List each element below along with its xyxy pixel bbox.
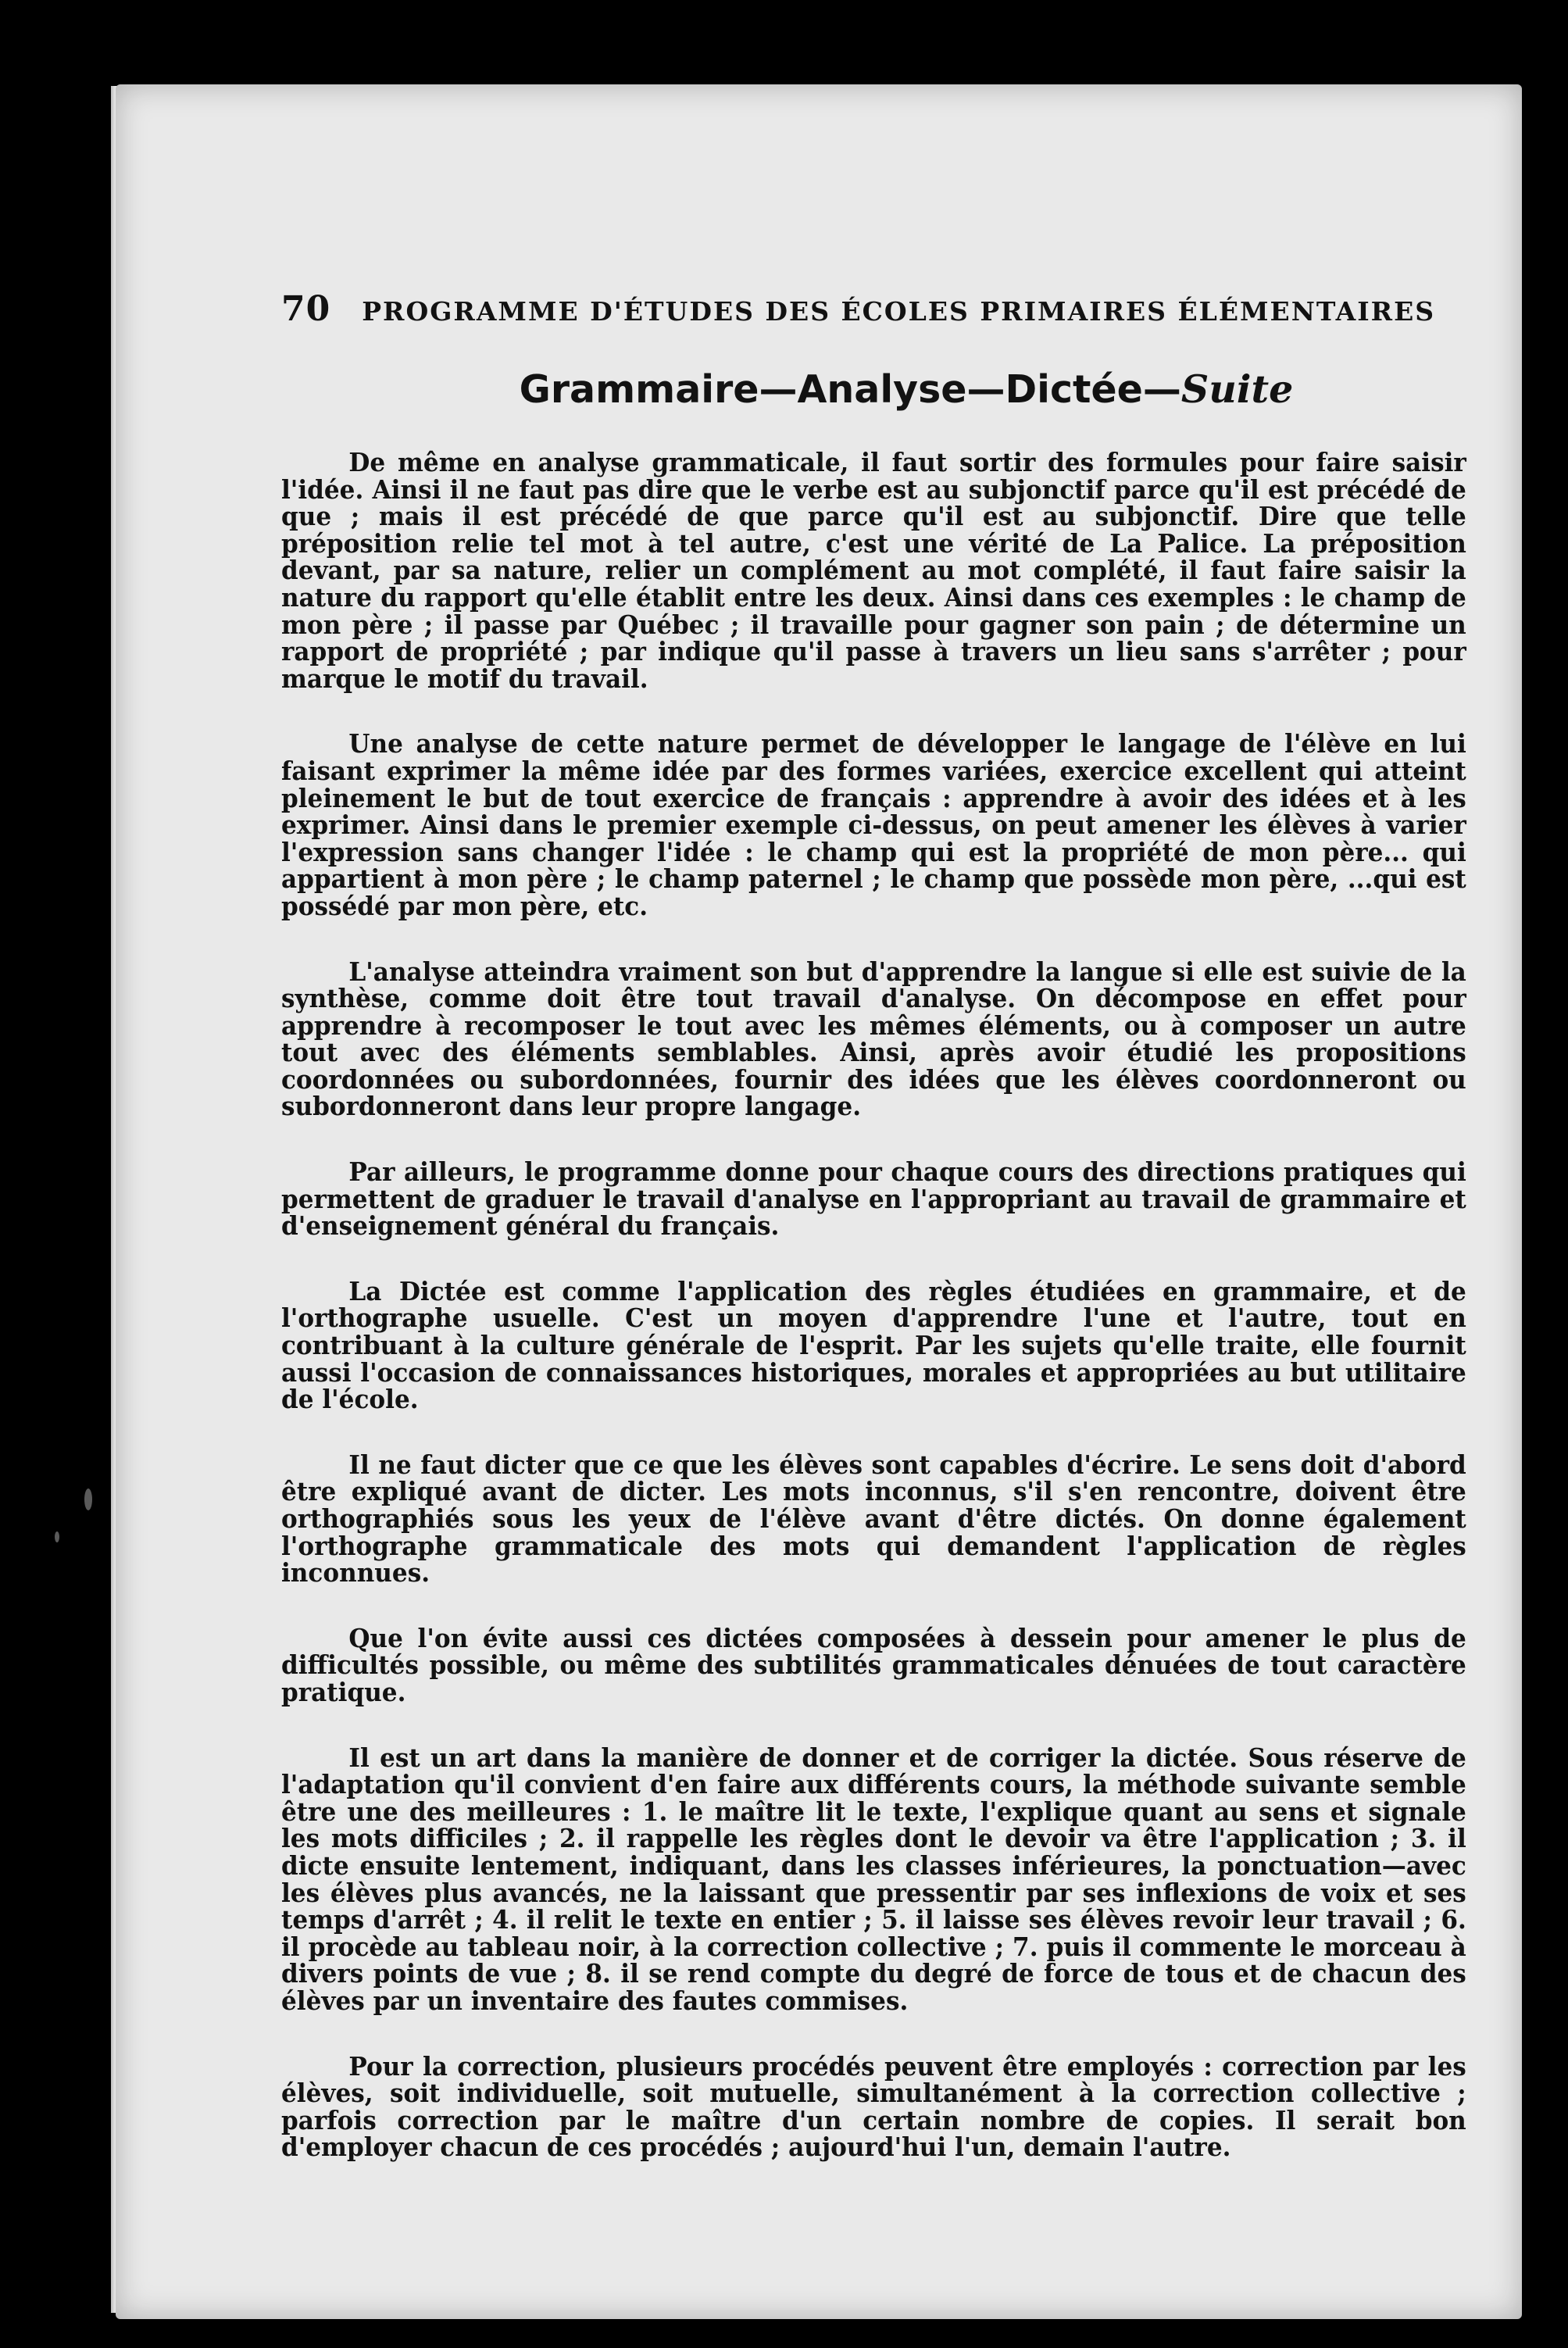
- paragraph-synthese: L'analyse atteindra vraiment son but d'apprendre la langue si elle est suivie de la synthèse, comme doit être tout travail d'analyse. On décompose en effet pour apprendre à recomposer le tout avec les mêmes éléments, ou à composer un autre tout avec des éléments semblables. Ainsi, après avoir étudié les propositions coordonnées ou subordonnées, fournir des idées que les élèves coordonneront ou subordonneront dans leur propre langage.: [281, 956, 1466, 1122]
- paragraph-dictees-composees: Que l'on évite aussi ces dictées composées à dessein pour amener le plus de difficultés possible, ou même des subtilités grammaticales dénuées de tout caractère pratique.: [281, 1623, 1466, 1707]
- paragraph-correction: Pour la correction, plusieurs procédés peuvent être employés : correction par les élèves, soit individuelle, soit mutuelle, simultanément à la correction collective ; parfois correction par le maître d'un certain nombre de copies. Il serait bon d'employer chacun de ces procédés ; aujourd'hui l'un, demain l'autre.: [281, 2051, 1466, 2163]
- section-title-suffix: Suite: [1180, 366, 1294, 412]
- paragraph-la-dictee: La Dictée est comme l'application des règles étudiées en grammaire, et de l'orthographe usuelle. C'est un moyen d'apprendre l'une et l'autre, tout en contribuant à la culture générale de l'esprit. Par les sujets qu'elle traite, elle fournit aussi l'occasion de connaissances historiques, morales et appropriées au but utilitaire de l'école.: [281, 1276, 1466, 1415]
- page-content: [281, 289, 1531, 2200]
- margin-speck: [55, 1531, 59, 1542]
- page-number: 70: [281, 289, 331, 329]
- section-title: [281, 366, 1531, 412]
- paragraph-directions-pratiques: Par ailleurs, le programme donne pour chaque cours des directions pratiques qui permettent de graduer le travail d'analyse en l'appropriant au travail de grammaire et d'enseignement général du français.: [281, 1157, 1466, 1242]
- paragraph-analyse-nature: Une analyse de cette nature permet de développer le langage de l'élève en lui faisant exprimer la même idée par des formes variées, exercice excellent qui atteint pleinement le but de tout exercice de français : apprendre à avoir des idées et à les exprimer. Ainsi dans le premier exemple ci-dessus, on peut amener les élèves à varier l'expression sans changer l'idée : le champ qui est la propriété de mon père... qui appartient à mon père ; le champ paternel ; le champ que possède mon père, ...qui est possédé par mon père, etc.: [281, 729, 1466, 921]
- paragraph-dicter: Il ne faut dicter que ce que les élèves sont capables d'écrire. Le sens doit d'abord être expliqué avant de dicter. Les mots inconnus, s'il s'en rencontre, doivent être orthographiés sous les yeux de l'élève avant d'être dictés. On donne également l'orthographe grammaticale des mots qui demandent l'application de règles inconnues.: [281, 1449, 1466, 1589]
- running-head: [281, 289, 1531, 329]
- section-title-main: Grammaire—Analyse—Dictée—: [519, 367, 1181, 412]
- running-title: PROGRAMME D'ÉTUDES DES ÉCOLES PRIMAIRES ÉLÉMENTAIRES: [362, 296, 1436, 327]
- margin-speck: [84, 1488, 92, 1510]
- paragraph-methode: Il est un art dans la manière de donner et de corriger la dictée. Sous réserve de l'adaptation qu'il convient d'en faire aux différents cours, la méthode suivante semble être une des meilleures : 1. le maître lit le texte, l'explique quant au sens et signale les mots difficiles ; 2. il rappelle les règles dont le devoir va être l'application ; 3. il dicte ensuite lentement, indiquant, dans les classes inférieures, la ponctuation—avec les élèves plus avancés, ne la laissant que pressentir par ses inflexions de voix et ses temps d'arrêt ; 4. il relit le texte en entier ; 5. il laisse ses élèves revoir leur travail ; 6. il procède au tableau noir, à la correction collective ; 7. puis il commente le morceau à divers points de vue ; 8. il se rend compte du degré de force de tous et de chacun des élèves par un inventaire des fautes commises.: [281, 1742, 1466, 2016]
- paragraph-analyse-grammaticale: De même en analyse grammaticale, il faut sortir des formules pour faire saisir l'idée. Ainsi il ne faut pas dire que le verbe est au subjonctif parce qu'il est précédé de que ; mais il est précédé de que parce qu'il est au subjonctif. Dire que telle préposition relie tel mot à tel autre, c'est une vérité de La Palice. La préposition devant, par sa nature, relier un complément au mot complété, il faut faire saisir la nature du rapport qu'elle établit entre les deux. Ainsi dans ces exemples : le champ de mon père ; il passe par Québec ; il travaille pour gagner son pain ; de détermine un rapport de propriété ; par indique qu'il passe à travers un lieu sans s'arrêter ; pour marque le motif du travail.: [281, 448, 1466, 694]
